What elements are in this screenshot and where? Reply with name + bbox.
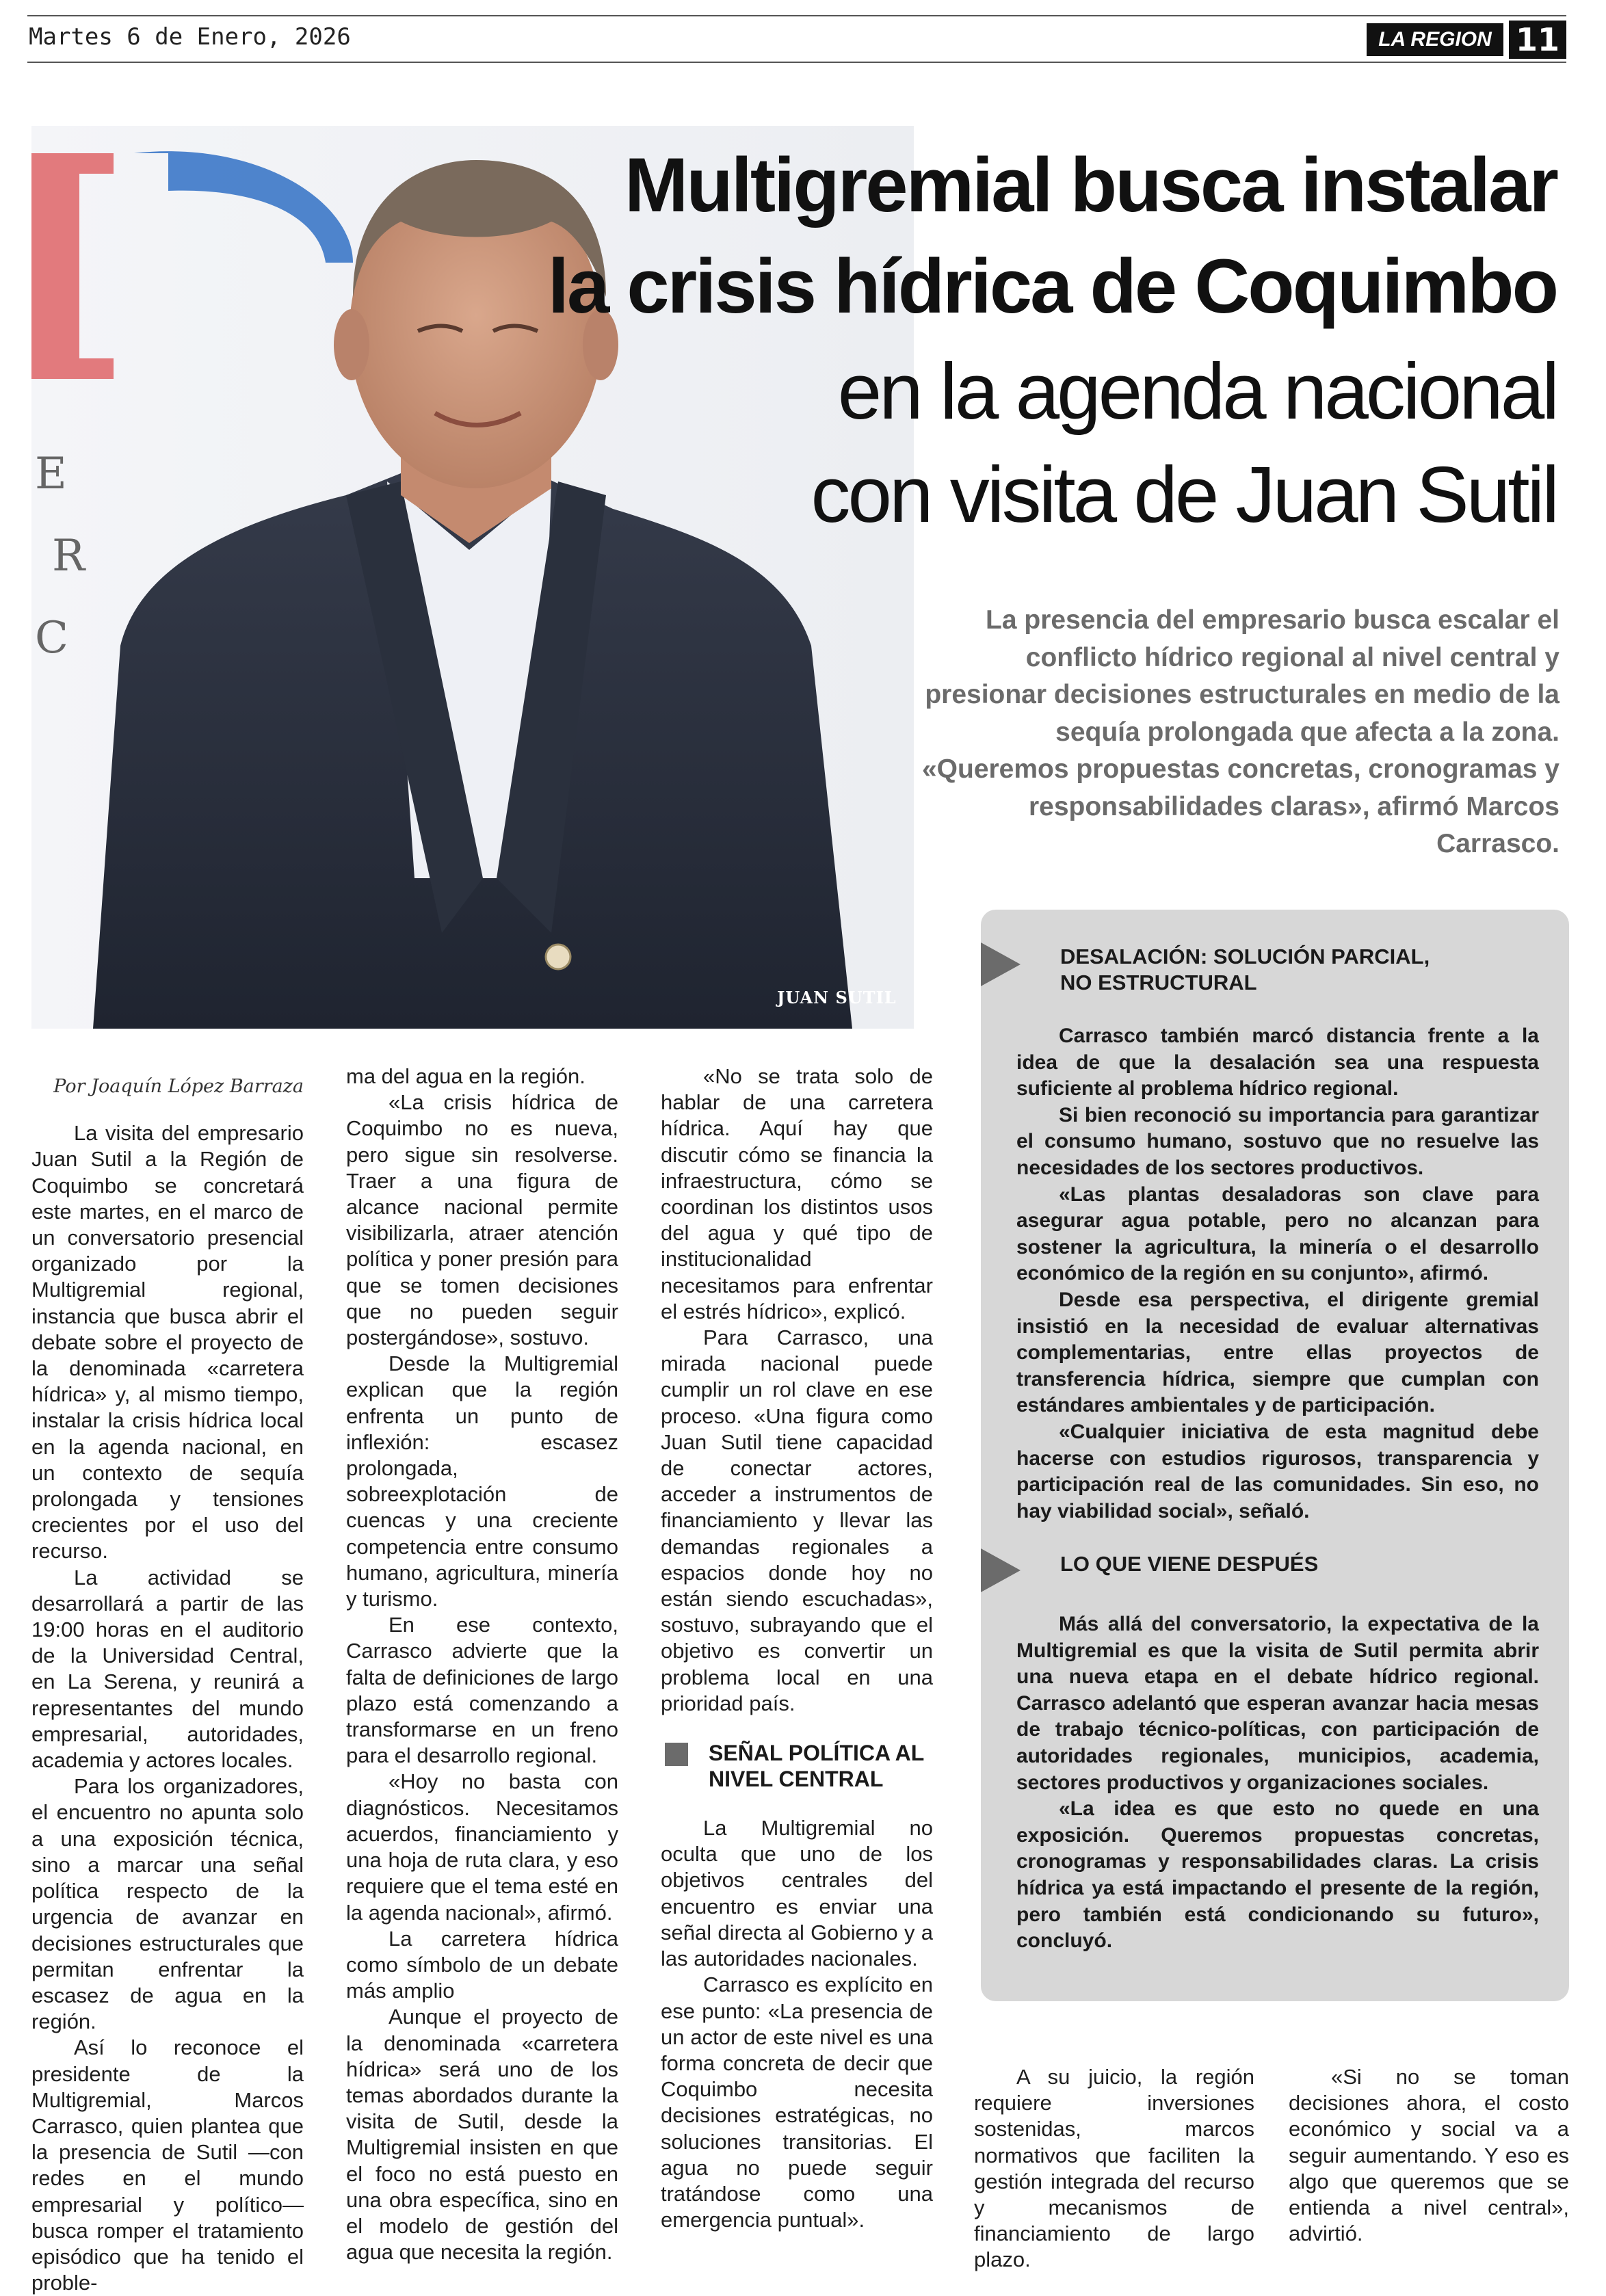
backdrop-letter: R [52,531,85,581]
backdrop-letter: E [35,449,67,499]
sidebar-paragraph: «Cualquier iniciativa de esta magnitud debe hacerse con estudios rigurosos, transparencia y participación real de las comunidades. Sin eso, no hay viabilidad social», señaló. [1016,1420,1539,1522]
issue-date: Martes 6 de Enero, 2026 [29,23,351,51]
sidebar-box [981,910,1569,2001]
paragraph: La actividad se desarrollará a partir de las 19:00 horas en el auditorio de la Universidad Central, en La Serena, y reunirá a representantes del mundo empresarial, autoridades, academia y actores locales. [31,1565,304,1773]
sidebar-paragraph: Si bien reconoció su importancia para garantizar el consumo humano, sostuvo que no resuelve las necesidades de los sectores productivos. [1016,1103,1539,1179]
sidebar-paragraph: «La idea es que esto no quede en una exposición. Queremos propuestas concretas, cronogramas y responsabilidades claras. La crisis hídrica ya está impactando el presente de la región, pero también está condicionando su futuro», concluyó. [1016,1797,1539,1953]
page-number: 11 [1509,21,1566,59]
paragraph: «La crisis hídrica de Coquimbo no es nueva, pero sigue sin resolverse. Traer a una figura de alcance nacional permite visibilizarla, atraer atención política y poner presión para que se tomen decisiones que no pueden seguir postergándose», sostuvo. [346,1090,618,1350]
article-column-4 [974,2064,1254,2273]
sidebar-heading-1-line-1: DESALACIÓN: SOLUCIÓN PARCIAL, [1060,945,1430,968]
headline-line-3: en la agenda nacional [837,347,1557,436]
paragraph: La visita del empresario Juan Sutil a la Región de Coquimbo se concretará este martes, en el marco de un conversatorio presencial organizado por la Multigremial regional, instancia que busca abrir el debate sobre el proyecto de la denominada «carretera hídrica» y, al mismo tiempo, instalar la crisis hídrica local en la agenda nacional, en un contexto de sequía prolongada y tensiones crecientes por el uso del recurso. [31,1121,304,1563]
paragraph: A su juicio, la región requiere inversiones sostenidas, marcos normativos que faciliten la gestión integrada del recurso y mecanismos de financiamiento de largo plazo. [974,2065,1254,2272]
paragraph: Aunque el proyecto de la denominada «carretera hídrica» será uno de los temas abordados durante la visita de Sutil, desde la Multigremial insisten en que el foco no está puesto en una obra específica, sino en el modelo de gestión del agua que necesita la región. [346,2005,618,2265]
lede-paragraph: La presencia del empresario busca escalar el conflicto hídrico regional al nivel central y presionar decisiones estructurales en medio de la sequía prolongada que afecta a la zona. «Queremos propuestas concretas, cronogramas y responsabilidades claras», afirmó Marcos Carrasco. [921,605,1559,858]
paragraph-continuation: ma del agua en la región. [346,1064,585,1088]
subhead-text: SEÑAL POLÍTICA AL NIVEL CENTRAL [709,1741,924,1792]
paragraph: Para Carrasco, una mirada nacional puede cumplir un rol clave en ese proceso. «Una figura como Juan Sutil tiene capacidad de conectar actores, acceder a instrumentos de financiamiento y llevar las demandas regionales a espacios donde hoy no están siendo escuchadas», sostuvo, subrayando que el objetivo es convertir un problema local en una prioridad país. [661,1325,933,1715]
paragraph: Carrasco es explícito en ese punto: «La presencia de un actor de este nivel es una forma concreta de decir que Coquimbo necesita decisiones estratégicas, no soluciones transitorias. El agua no puede seguir tratándose como una emergencia puntual». [661,1972,933,2232]
article-column-1 [31,1074,304,2296]
sidebar-section-1 [1016,1023,1539,1525]
sidebar-arrow-icon [981,1548,1021,1592]
sidebar-heading-1-line-2: NO ESTRUCTURAL [1060,971,1257,994]
headline-line-4: con visita de Juan Sutil [811,450,1557,539]
article-column-3 [661,1064,933,2233]
paragraph: La Multigremial no oculta que uno de los objetivos centrales del encuentro es enviar una señal directa al Gobierno y a las autoridades nacionales. [661,1816,933,1971]
sidebar-paragraph: Carrasco también marcó distancia frente a la idea de que la desalación sea una respuesta suficiente al problema hídrico regional. [1016,1025,1539,1100]
paragraph: Para los organizadores, el encuentro no apunta solo a una exposición técnica, sino a marcar una señal política respecto de la urgencia de avanzar en decisiones estructurales que permitan enfrentar la escasez de agua en la región. [31,1774,304,2034]
byline: Por Joaquín López Barraza [53,1076,304,1097]
paragraph: «No se trata solo de hablar de una carretera hídrica. Aquí hay que discutir cómo se financia la infraestructura, cómo se coordinan los distintos usos del agua y qué tipo de institucionalidad necesitamos para enfrentar el estrés hídrico», explicó. [661,1064,933,1323]
section-subhead [661,1740,933,1792]
top-rule [27,15,1566,16]
article-column-5 [1289,2064,1569,2247]
article-column-2 [346,1064,618,2265]
paragraph: Así lo reconoce el presidente de la Multigremial, Marcos Carrasco, quien plantea que la presencia de Sutil —con redes en el mundo empresarial y político— busca romper el tratamiento episódico que ha tenido el proble- [31,2035,304,2295]
sidebar-paragraph: «Las plantas desaladoras son clave para asegurar agua potable, pero no alcanzan para sostener la agricultura, la minería o el desarrollo económico de la región en su conjunto», afirmó. [1016,1183,1539,1285]
headline-line-1: Multigremial busca instalar [624,142,1557,228]
paragraph: Desde la Multigremial explican que la región enfrenta un punto de inflexión: escasez prolongada, sobreexplotación de cuencas y una creciente competencia entre consumo humano, agricultura, minería y turismo. [346,1351,618,1611]
masthead-logo: LA REGION [1367,23,1503,56]
photo-caption: JUAN SUTIL [777,988,897,1007]
jacket-button [546,945,570,969]
paragraph: La carretera hídrica como símbolo de un debate más amplio [346,1926,618,2003]
ear-left [334,309,369,380]
headline-line-2: la crisis hídrica de Coquimbo [547,243,1557,329]
sidebar-heading-2: LO QUE VIENE DESPUÉS [1060,1552,1319,1576]
paragraph: «Si no se toman decisiones ahora, el costo económico y social va a seguir aumentando. Y eso es algo que queremos que se entienda a nivel central», advirtió. [1289,2065,1569,2246]
sidebar-paragraph: Más allá del conversatorio, la expectativa de la Multigremial es que la visita de Sutil permita abrir una nueva etapa en el debate hídrico regional. Carrasco adelantó que esperan avanzar hacia mesas de trabajo técnico-políticas, con participación de autoridades regionales, municipios, academia, sectores productivos y organizaciones sociales. [1016,1613,1539,1794]
paragraph: En ese contexto, Carrasco advierte que la falta de definiciones de largo plazo está comenzando a transformarse en un freno para el desarrollo regional. [346,1613,618,1768]
sidebar-paragraph: Desde esa perspectiva, el dirigente gremial insistió en la necesidad de evaluar alternativas complementarias, entre ellas proyectos de transferencia hídrica, siempre que cumplan con estándares ambientales y de participación. [1016,1288,1539,1417]
sidebar-heading-1 [1060,944,1430,996]
backdrop-letter: C [35,613,68,663]
sidebar-section-2 [1016,1611,1539,1955]
sidebar-arrow-icon [981,942,1021,986]
paragraph: «Hoy no basta con diagnósticos. Necesitamos acuerdos, financiamiento y una hoja de ruta clara, y eso requiere que el tema esté en la agenda nacional», afirmó. [346,1769,618,1925]
subhead-square-icon [665,1743,688,1766]
header-rule [27,62,1566,63]
